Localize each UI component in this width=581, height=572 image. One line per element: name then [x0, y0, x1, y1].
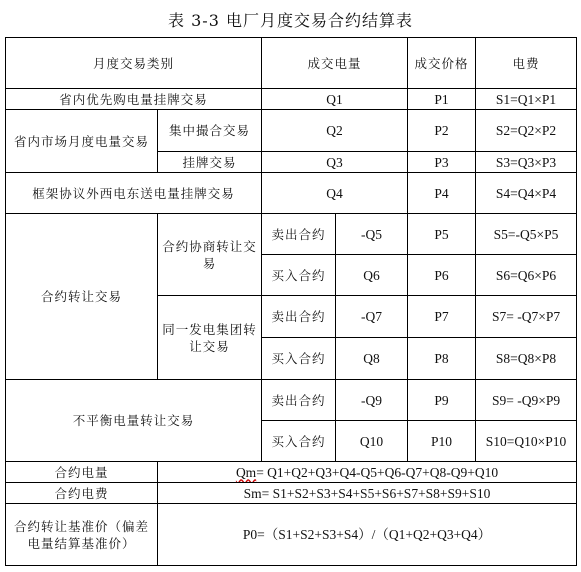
contract-fee-formula: Sm= S1+S2+S3+S4+S5+S6+S7+S8+S9+S10 — [158, 483, 577, 504]
table-row — [6, 173, 577, 214]
contract-volume-label: 合约电量 — [6, 462, 158, 483]
fee-cell: S6=Q6×P6 — [476, 255, 577, 296]
header-volume: 成交电量 — [262, 38, 408, 89]
fee-cell: S5=-Q5×P5 — [476, 214, 577, 255]
table-row — [6, 110, 577, 152]
row-label: 卖出合约 — [262, 214, 336, 255]
row-label: 卖出合约 — [262, 380, 336, 421]
volume-cell: -Q7 — [336, 296, 408, 338]
row-label: 买入合约 — [262, 421, 336, 462]
row-label: 挂牌交易 — [158, 152, 262, 173]
group-label: 省内市场月度电量交易 — [6, 110, 158, 173]
price-cell: P10 — [408, 421, 476, 462]
summary-row — [6, 483, 577, 504]
table-row — [6, 380, 577, 421]
header-row — [6, 38, 577, 89]
row-label: 框架协议外西电东送电量挂牌交易 — [6, 173, 262, 214]
price-cell: P4 — [408, 173, 476, 214]
subgroup-label: 同一发电集团转让交易 — [158, 296, 262, 380]
volume-cell: Q10 — [336, 421, 408, 462]
volume-cell: -Q9 — [336, 380, 408, 421]
fee-cell: S4=Q4×P4 — [476, 173, 577, 214]
qm-expression: = Q1+Q2+Q3+Q4-Q5+Q6-Q7+Q8-Q9+Q10 — [256, 464, 499, 480]
volume-cell: -Q5 — [336, 214, 408, 255]
price-cell: P1 — [408, 89, 476, 110]
header-fee: 电费 — [476, 38, 577, 89]
subgroup-label: 合约协商转让交易 — [158, 214, 262, 296]
price-cell: P3 — [408, 152, 476, 173]
price-cell: P5 — [408, 214, 476, 255]
summary-row — [6, 462, 577, 483]
row-label: 买入合约 — [262, 255, 336, 296]
summary-row — [6, 504, 577, 566]
settlement-table — [5, 37, 577, 566]
row-label: 卖出合约 — [262, 296, 336, 338]
contract-volume-formula — [158, 462, 577, 483]
fee-cell: S7= -Q7×P7 — [476, 296, 577, 338]
base-price-formula: P0=（S1+S2+S3+S4）/（Q1+Q2+Q3+Q4） — [158, 504, 577, 566]
header-price: 成交价格 — [408, 38, 476, 89]
table-row — [6, 214, 577, 255]
group-label: 合约转让交易 — [6, 214, 158, 380]
fee-cell: S3=Q3×P3 — [476, 152, 577, 173]
contract-fee-label: 合约电费 — [6, 483, 158, 504]
price-cell: P8 — [408, 338, 476, 380]
fee-cell: S9= -Q9×P9 — [476, 380, 577, 421]
price-cell: P9 — [408, 380, 476, 421]
group-label: 不平衡电量转让交易 — [6, 380, 262, 462]
price-cell: P6 — [408, 255, 476, 296]
fee-cell: S10=Q10×P10 — [476, 421, 577, 462]
volume-cell: Q8 — [336, 338, 408, 380]
row-label: 买入合约 — [262, 338, 336, 380]
price-cell: P7 — [408, 296, 476, 338]
volume-cell: Q1 — [262, 89, 408, 110]
volume-cell: Q4 — [262, 173, 408, 214]
fee-cell: S2=Q2×P2 — [476, 110, 577, 152]
base-price-label: 合约转让基准价（偏差电量结算基准价） — [6, 504, 158, 566]
volume-cell: Q2 — [262, 110, 408, 152]
volume-cell: Q3 — [262, 152, 408, 173]
row-label: 集中撮合交易 — [158, 110, 262, 152]
fee-cell: S1=Q1×P1 — [476, 89, 577, 110]
table-title: 表 3-3 电厂月度交易合约结算表 — [168, 11, 413, 30]
header-category: 月度交易类别 — [6, 38, 262, 89]
fee-cell: S8=Q8×P8 — [476, 338, 577, 380]
qm-symbol: Qm — [235, 464, 257, 480]
volume-cell: Q6 — [336, 255, 408, 296]
price-cell: P2 — [408, 110, 476, 152]
table-row — [6, 89, 577, 110]
row-label: 省内优先购电量挂牌交易 — [6, 89, 262, 110]
